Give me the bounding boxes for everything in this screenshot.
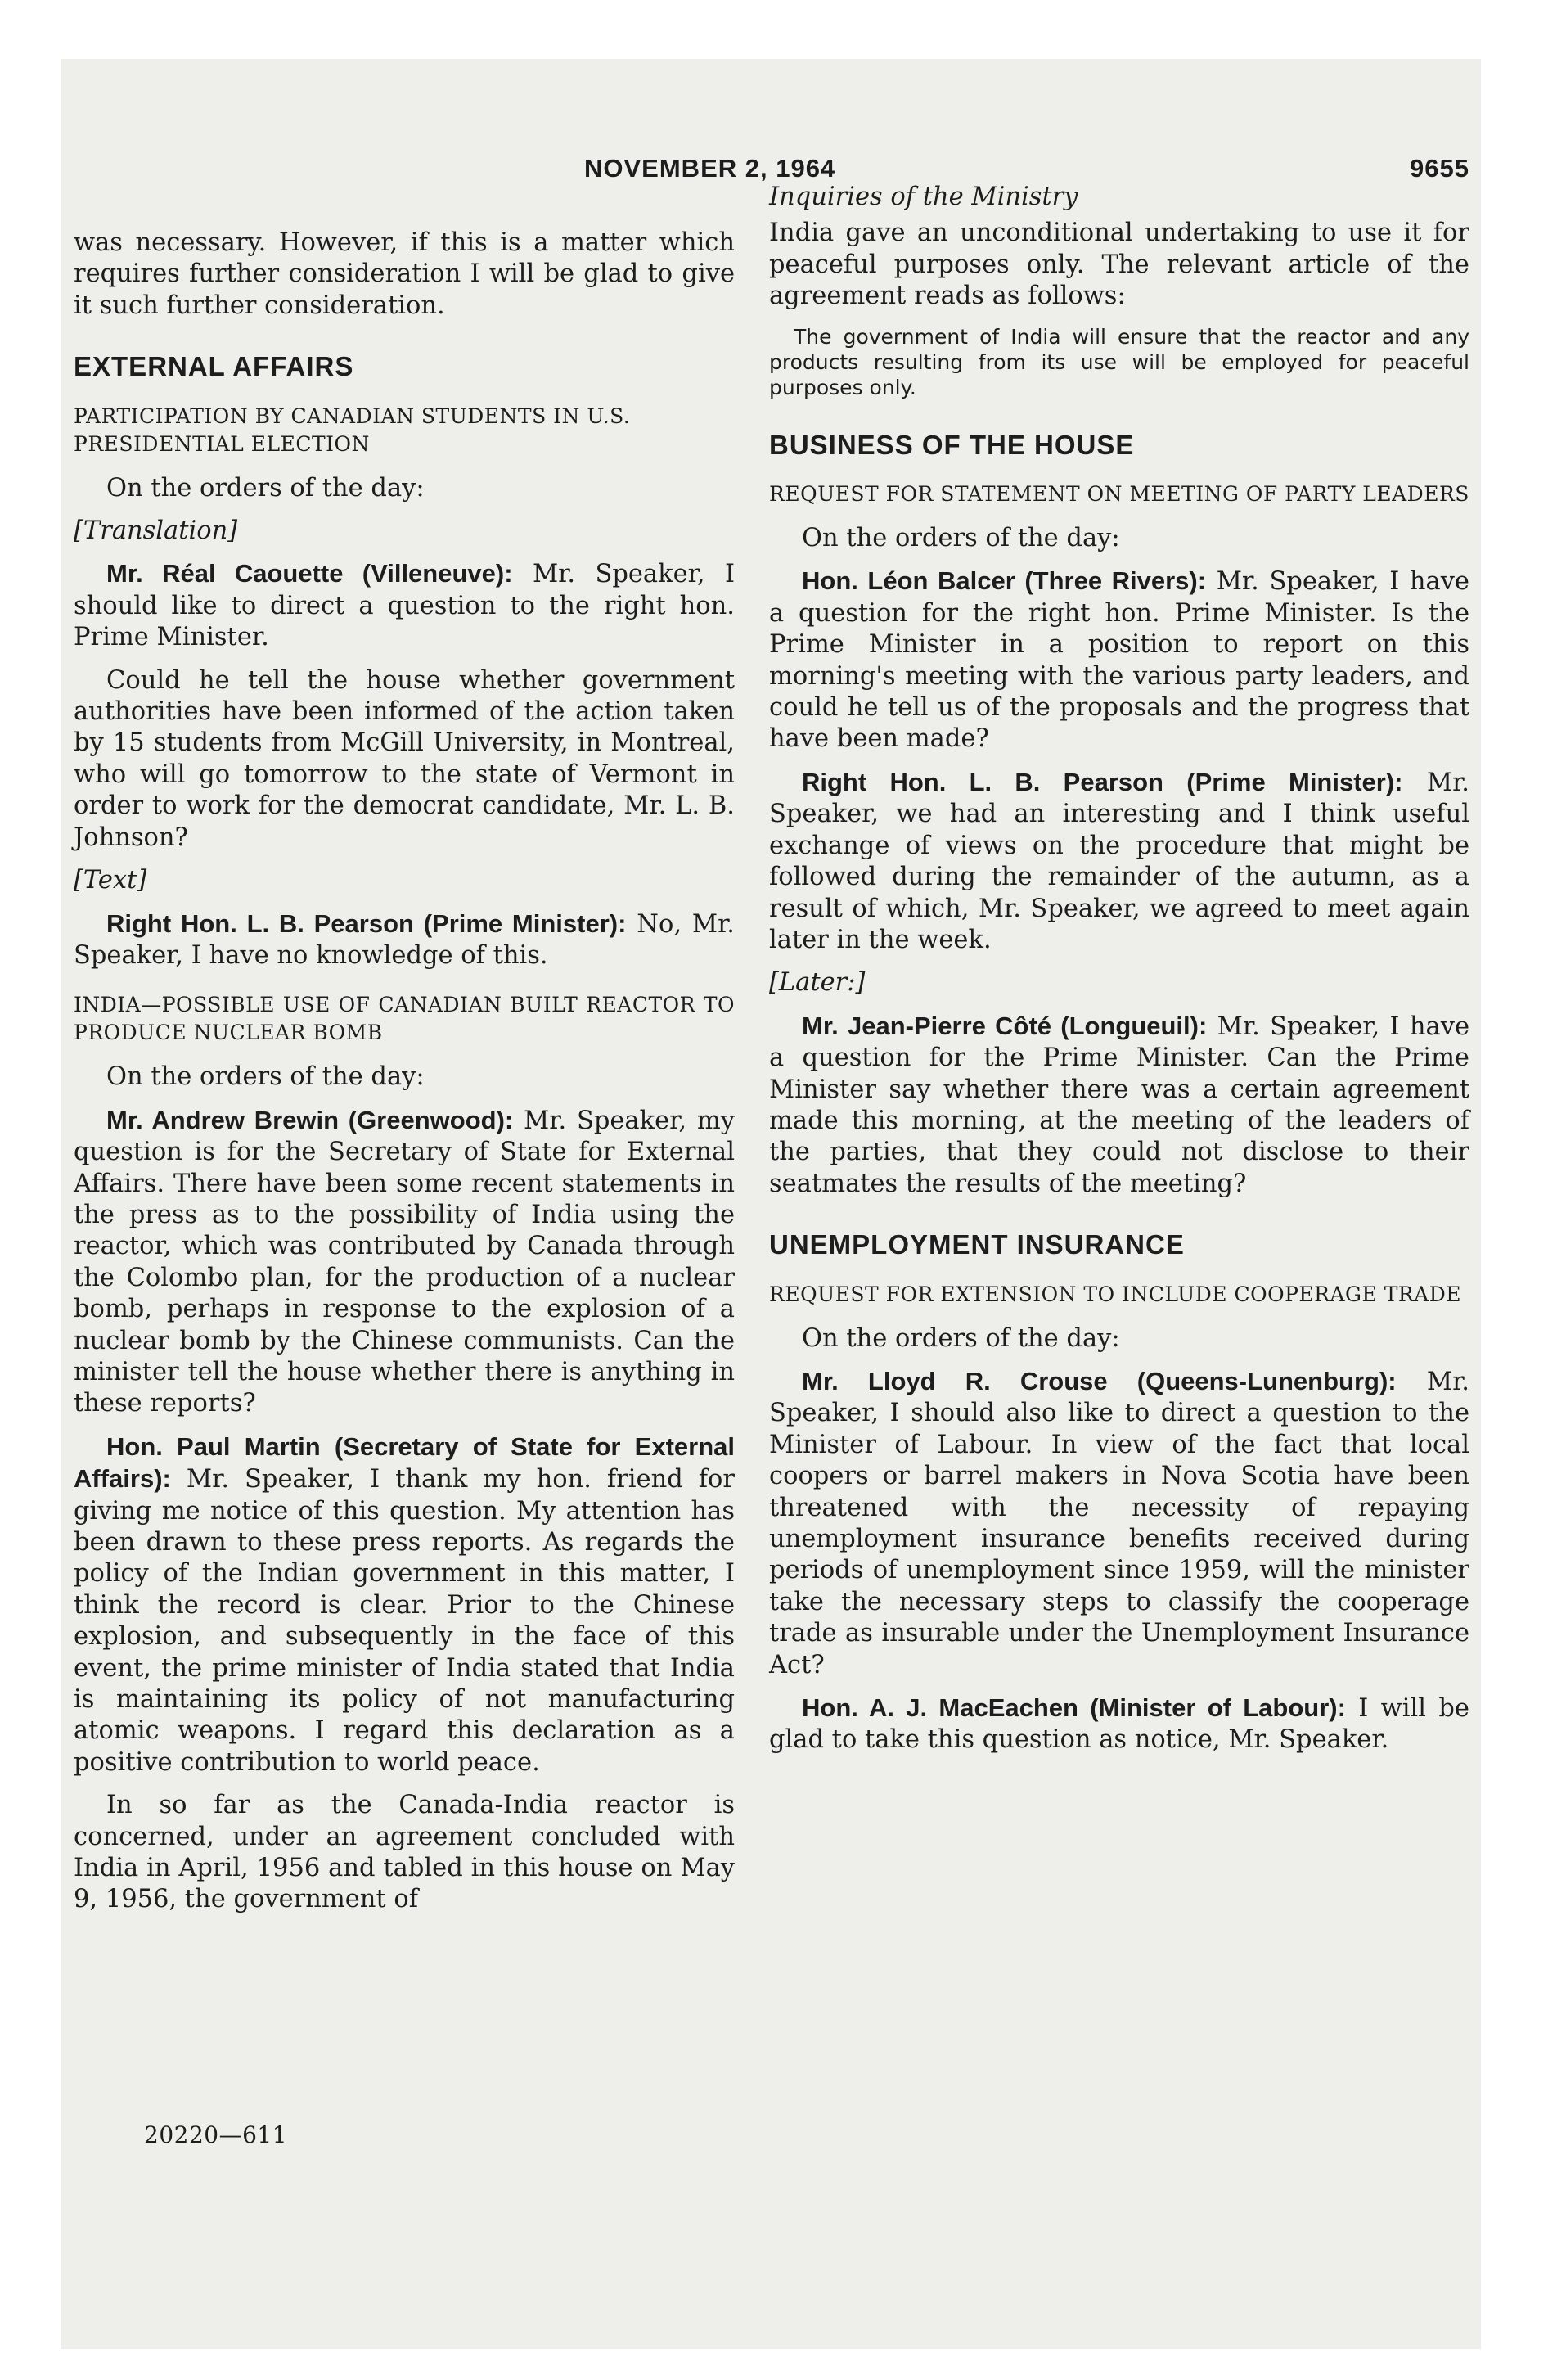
speech-text: Mr. Speaker, I should like to direct a question to the right hon. Prime Minister. xyxy=(74,560,736,652)
speech-balcer xyxy=(769,566,1469,755)
orders-of-the-day: On the orders of the day: xyxy=(802,524,1120,553)
speaker-name: Right Hon. L. B. Pearson (Prime Minister): xyxy=(802,767,1403,796)
paragraph: was necessary. However, if this is a matter which requires further consideration I will be glad to give it such further consideration. xyxy=(74,228,735,320)
speaker-name: Mr. Réal Caouette (Villeneuve): xyxy=(106,559,513,588)
paragraph: Could he tell the house whether government authorities have been informed of the action taken by 15 students from McGill University, in Montreal, who will go tomorrow to the state of Vermont in order to work for the democrat candidate, Mr. L. B. Johnson? xyxy=(74,665,735,852)
speech-martin xyxy=(74,1431,735,1778)
speech-text: Mr. Speaker, I thank my hon. friend for giving me notice of this question. My attention has been drawn to these press reports. As regards the policy of the Indian government in this matter, I think the record is clear. Prior to the Chinese explosion, and subsequently in the face of this event, the prime minister of India stated that India is maintaining its policy of not manufacturing atomic weapons. I regard this declaration as a positive contribution to world peace. xyxy=(74,1465,735,1777)
speech-brewin xyxy=(74,1105,735,1420)
section-heading-external-affairs: EXTERNAL AFFAIRS xyxy=(74,351,354,382)
footer-code: 20220—611 xyxy=(144,2121,288,2148)
later-marker: [Later:] xyxy=(769,968,866,998)
speaker-name: Hon. Léon Balcer (Three Rivers): xyxy=(802,566,1207,596)
speech-cote xyxy=(769,1011,1469,1200)
speaker-name: Hon. Paul Martin (Secretary of State for External Affairs): xyxy=(74,1431,735,1494)
speech-maceachen xyxy=(769,1693,1469,1756)
speech-pearson xyxy=(769,767,1469,956)
subheading-participation: PARTICIPATION BY CANADIAN STUDENTS IN U.S. PRESIDENTIAL ELECTION xyxy=(74,403,631,456)
right-column xyxy=(769,182,1469,1768)
speech-text: Mr. Speaker, I have a question for the Prime Minister. Can the Prime Minister say whether there was a certain agreement made this morning, at the meeting of the leaders of the parties, that they could not disclose to their seatmates the results of the meeting? xyxy=(769,1012,1469,1198)
speaker-name: Mr. Lloyd R. Crouse (Queens-Lunenburg): xyxy=(802,1366,1397,1395)
speech-text: Mr. Speaker, I should also like to direct a question to the Minister of Labour. In view of the fact that local coopers or barrel makers in Nova Scotia have been threatened with the necessity of repaying unemployment insurance benefits received during periods of unemployment since 1959, will the minister take the necessary steps to classify the cooperage trade as insurable under the Unemployment Insurance Act? xyxy=(769,1367,1469,1679)
orders-of-the-day: On the orders of the day: xyxy=(106,1062,425,1092)
speech-caouette xyxy=(74,558,735,653)
subheading-request-extension: REQUEST FOR EXTENSION TO INCLUDE COOPERAGE TRADE xyxy=(769,1282,1462,1306)
speech-text: No, Mr. Speaker, I have no knowledge of this. xyxy=(74,909,735,970)
orders-of-the-day: On the orders of the day: xyxy=(802,1323,1120,1353)
paragraph: India gave an unconditional undertaking to use it for peaceful purposes only. The relevant article of the agreement reads as follows: xyxy=(769,219,1469,311)
speaker-name: Mr. Andrew Brewin (Greenwood): xyxy=(106,1105,514,1134)
block-quote: The government of India will ensure that the reactor and any products resulting from its use will be employed for peaceful purposes only. xyxy=(769,324,1469,399)
section-heading-unemployment: UNEMPLOYMENT INSURANCE xyxy=(769,1229,1185,1260)
left-column xyxy=(74,228,735,1927)
speech-text: Mr. Speaker, my question is for the Secretary of State for External Affairs. There have been some recent statements in the press as to the possibility of India using the reactor, which was contributed by Canada through the Colombo plan, for the production of a nuclear bomb, perhaps in response to the explosion of a nuclear bomb by the Chinese communists. Can the minister tell the house whether there is anything in these reports? xyxy=(74,1106,735,1418)
speech-text: Mr. Speaker, I have a question for the right hon. Prime Minister. Is the Prime Minister in a position to report on this morning's meeting with the various party leaders, and could he tell us of the proposals and the progress that have been made? xyxy=(769,567,1469,754)
page-number: 9655 xyxy=(1410,154,1469,183)
translation-marker: [Translation] xyxy=(74,516,238,546)
speech-pearson xyxy=(74,908,735,972)
subheading-request-meeting: REQUEST FOR STATEMENT ON MEETING OF PARTY LEADERS xyxy=(769,482,1469,507)
header-date: NOVEMBER 2, 1964 xyxy=(584,154,836,183)
speech-crouse xyxy=(769,1366,1469,1681)
orders-of-the-day: On the orders of the day: xyxy=(106,473,425,503)
speech-text: I will be glad to take this question as notice, Mr. Speaker. xyxy=(769,1694,1469,1755)
text-marker: [Text] xyxy=(74,866,147,895)
speech-text: Mr. Speaker, we had an interesting and I think useful exchange of views on the procedure that might be followed during the remainder of the autumn, as a result of which, Mr. Speaker, we agreed to meet again later in the week. xyxy=(769,768,1469,954)
speaker-name: Hon. A. J. MacEachen (Minister of Labour): xyxy=(802,1693,1346,1723)
running-head: Inquiries of the Ministry xyxy=(769,183,1078,211)
section-heading-business: BUSINESS OF THE HOUSE xyxy=(769,429,1135,460)
paragraph: In so far as the Canada-India reactor is concerned, under an agreement concluded with India in April, 1956 and tabled in this house on May 9, 1956, the government of xyxy=(74,1791,735,1914)
page xyxy=(61,59,1481,2349)
subheading-india-reactor: INDIA—POSSIBLE USE OF CANADIAN BUILT REACTOR TO PRODUCE NUCLEAR BOMB xyxy=(74,993,735,1045)
speaker-name: Mr. Jean-Pierre Côté (Longueuil): xyxy=(802,1011,1208,1040)
speaker-name: Right Hon. L. B. Pearson (Prime Minister): xyxy=(106,908,627,938)
